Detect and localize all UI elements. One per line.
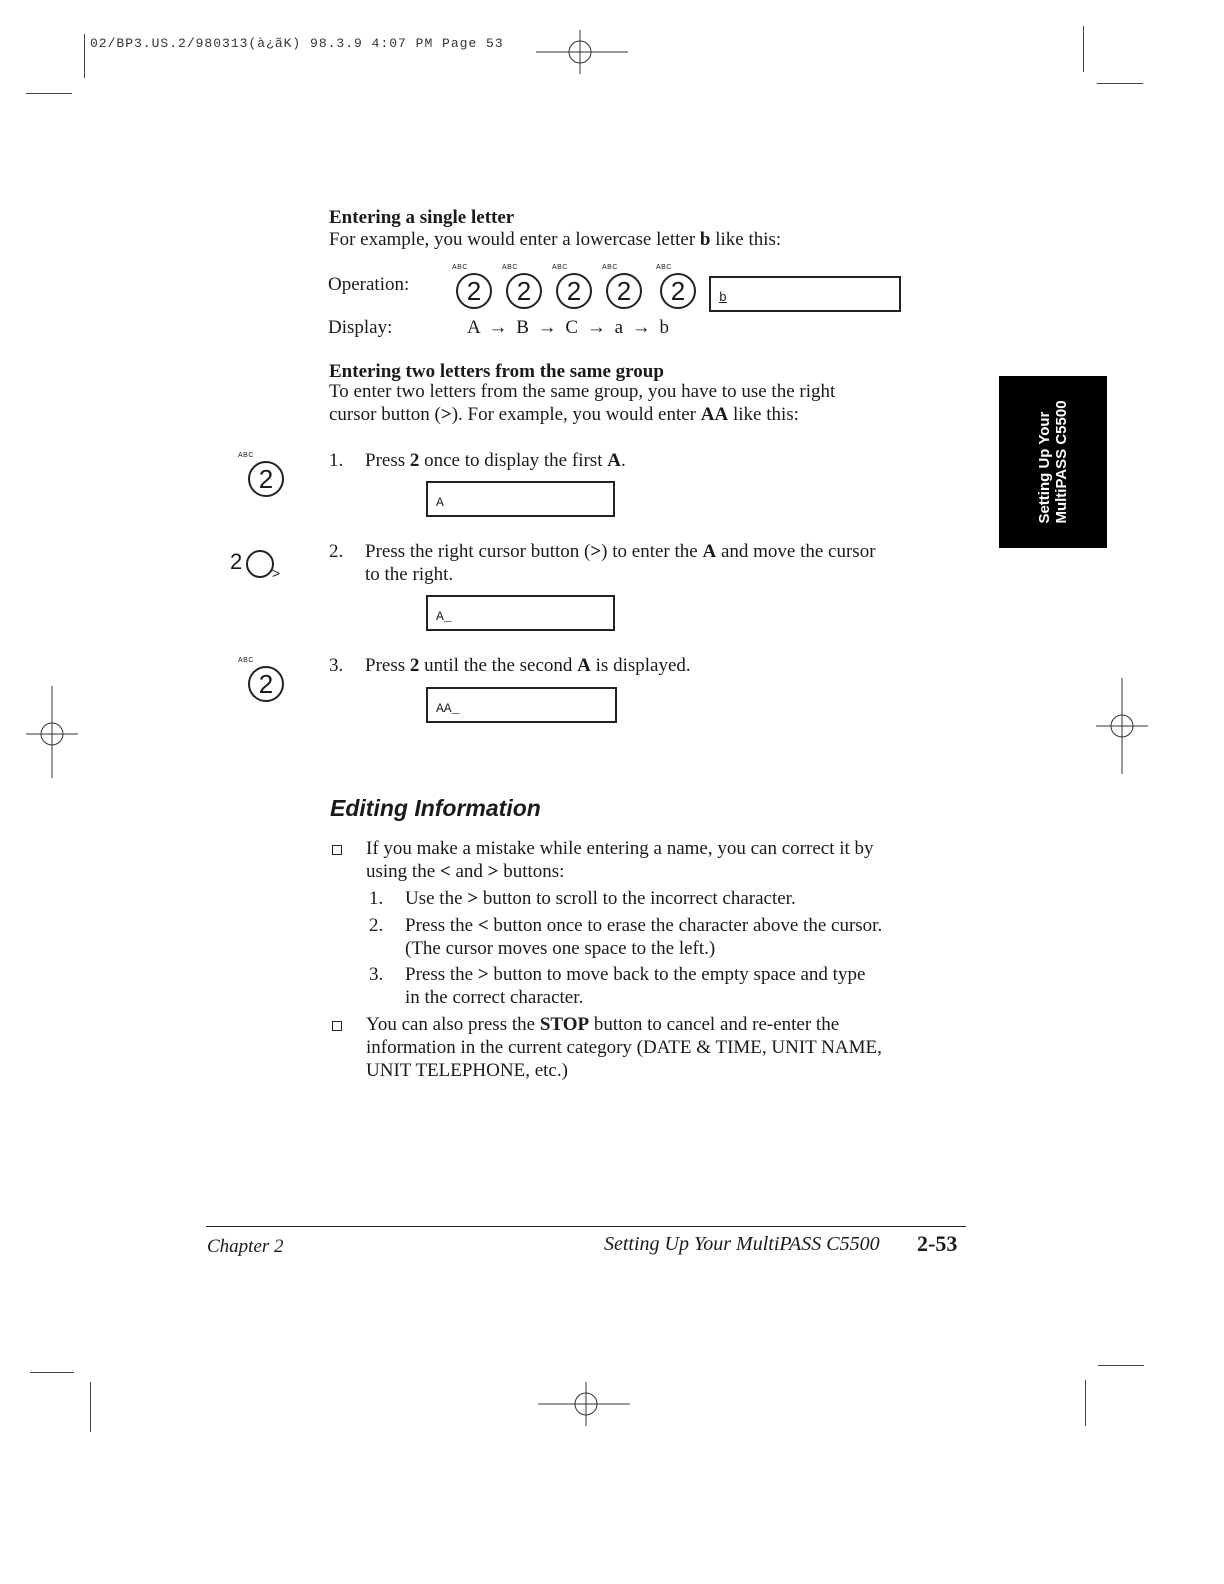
key-2-icon: 2 — [660, 273, 696, 309]
key-caption: ABC — [602, 264, 618, 271]
substep3-line2: in the correct character. — [405, 987, 584, 1008]
crop-mark-bottom-left-horizontal — [30, 1372, 74, 1373]
substep2-line2: (The cursor moves one space to the left.) — [405, 938, 716, 959]
step3-key-2-icon: 2 — [248, 666, 284, 702]
substep1-text: Use the > button to scroll to the incorrect character. — [405, 888, 796, 909]
key-caption: ABC — [502, 264, 518, 271]
key-caption: ABC — [656, 264, 672, 271]
display-sequence: A → B → C → a → b — [467, 317, 669, 338]
editing-bullet2-line3: UNIT TELEPHONE, etc.) — [366, 1060, 568, 1081]
operation-display-box — [709, 276, 901, 312]
crop-mark-bottom-left-vertical — [90, 1382, 91, 1432]
registration-mark-left — [24, 684, 80, 780]
step2-display-box: A_ — [426, 595, 615, 631]
substep3-number: 3. — [369, 964, 384, 985]
chapter-side-tab — [999, 376, 1107, 548]
editing-bullet1-line2: using the < and > buttons: — [366, 861, 565, 882]
bullet-checkbox-icon — [332, 1021, 342, 1031]
substep1-number: 1. — [369, 888, 384, 909]
key-caption: ABC — [552, 264, 568, 271]
two-letters-heading: Entering two letters from the same group — [329, 361, 664, 382]
side-tab-line2: MultiPASS C5500 — [1053, 400, 1070, 524]
two-letters-intro-line1: To enter two letters from the same group, you have to use the right — [329, 381, 836, 402]
step2-icon-label: 2 — [230, 549, 243, 574]
display-label: Display: — [328, 317, 393, 338]
step2-icon-arrow: > — [272, 565, 281, 581]
step3-text: Press 2 until the the second A is displayed. — [365, 655, 691, 676]
header-slug: 02/BP3.US.2/980313(à¿ãK) 98.3.9 4:07 PM Page 53 — [90, 36, 504, 51]
footer-page-number: 2-53 — [917, 1231, 958, 1256]
substep3-text: Press the > button to move back to the empty space and type — [405, 964, 866, 985]
editing-bullet1-line1: If you make a mistake while entering a name, you can correct it by — [366, 838, 874, 859]
bullet-checkbox-icon — [332, 845, 342, 855]
step2-text-line1: Press the right cursor button (>) to enter the A and move the cursor — [365, 541, 876, 562]
side-tab-line1: Setting Up Your — [1036, 411, 1053, 524]
editing-section-title: Editing Information — [330, 795, 541, 821]
registration-mark-top — [536, 28, 632, 76]
crop-mark-top-right-horizontal — [1097, 83, 1143, 84]
two-letters-intro-line2: cursor button (>). For example, you would enter AA like this: — [329, 404, 799, 425]
right-cursor-button-icon — [246, 550, 274, 578]
registration-mark-right — [1094, 676, 1150, 776]
registration-mark-bottom — [536, 1380, 632, 1428]
step2-number: 2. — [329, 541, 344, 562]
operation-label: Operation: — [328, 274, 410, 295]
step1-number: 1. — [329, 450, 344, 471]
step3-number: 3. — [329, 655, 344, 676]
crop-mark-top-right-vertical — [1083, 26, 1084, 72]
key-2-icon: 2 — [606, 273, 642, 309]
key-2-icon: 2 — [506, 273, 542, 309]
substep2-text: Press the < button once to erase the character above the cursor. — [405, 915, 883, 936]
step3-key-caption: ABC — [238, 657, 254, 664]
step2-text-line2: to the right. — [365, 564, 454, 585]
footer-chapter: Chapter 2 — [207, 1236, 284, 1257]
single-letter-heading: Entering a single letter — [329, 207, 515, 228]
crop-mark-top-left-vertical — [84, 34, 85, 78]
step1-key-2-icon: 2 — [248, 461, 284, 497]
editing-bullet2-line1: You can also press the STOP button to cancel and re-enter the — [366, 1014, 840, 1035]
editing-bullet2-line2: information in the current category (DATE & TIME, UNIT NAME, — [366, 1037, 882, 1058]
single-letter-intro: For example, you would enter a lowercase letter b like this: — [329, 229, 782, 250]
footer-rule — [206, 1226, 966, 1227]
key-2-icon: 2 — [556, 273, 592, 309]
substep2-number: 2. — [369, 915, 384, 936]
side-tab-text — [1036, 400, 1070, 523]
crop-mark-bottom-right-vertical — [1085, 1380, 1086, 1426]
footer-title: Setting Up Your MultiPASS C5500 — [604, 1233, 880, 1255]
key-caption: ABC — [452, 264, 468, 271]
step1-display-box: A — [426, 481, 615, 517]
crop-mark-bottom-right-horizontal — [1098, 1365, 1144, 1366]
step3-display-box: AA_ — [426, 687, 617, 723]
crop-mark-top-left-horizontal — [26, 93, 72, 94]
step1-key-caption: ABC — [238, 452, 254, 459]
key-2-icon: 2 — [456, 273, 492, 309]
step1-text: Press 2 once to display the first A. — [365, 450, 626, 471]
display-value: b — [719, 290, 727, 305]
